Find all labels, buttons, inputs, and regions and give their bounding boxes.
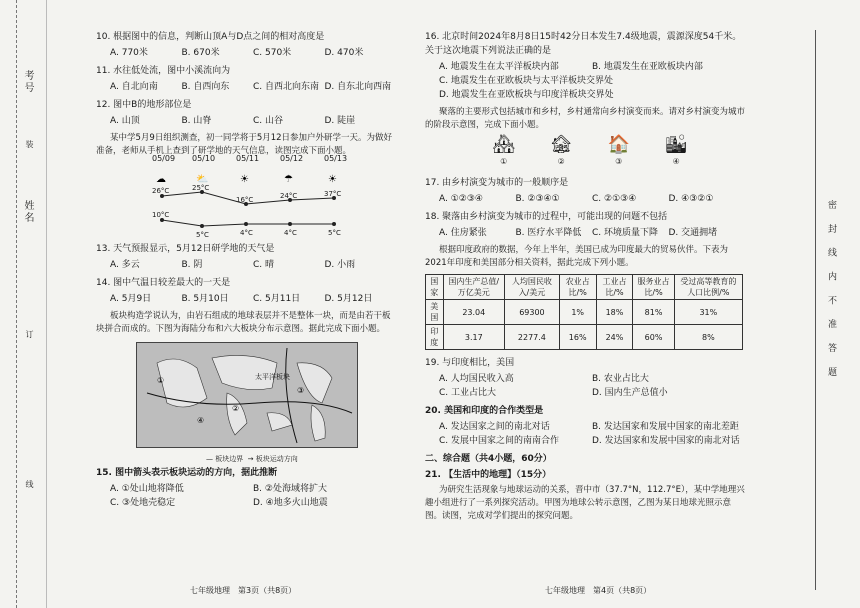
- marker: ①: [157, 376, 165, 385]
- high-temp: 26°C: [152, 187, 170, 195]
- page-4-column: [425, 30, 745, 527]
- intro-trade: 根据印度政府的数据，今年上半年，美国已成为印度最大的贸易伙伴。下表为2021年印度和美国部分相关资料，据此完成下列小题。: [425, 245, 729, 268]
- option: B. 医疗水平降低: [515, 228, 582, 238]
- option: D. 地震发生在亚欧板块与印度洋板块交界处: [439, 90, 614, 100]
- option: A. 5月9日: [110, 294, 152, 304]
- intro-plates: 板块构造学说认为，由岩石组成的地球表层并不是整体一块，而是由若干板块拼合而成的。下图为海陆分布和六大板块分布示意图。据此完成下面小题。: [96, 311, 391, 334]
- cloud-icon: ☁: [156, 174, 166, 185]
- village-icon: 🏚: [549, 134, 573, 155]
- sun-icon: ☀: [328, 174, 337, 185]
- date-label: 05/13: [324, 154, 348, 163]
- option: B. ②③④①: [515, 194, 560, 204]
- marker: ④: [197, 416, 205, 425]
- right-binding-margin: [798, 0, 860, 608]
- table-cell: 2277.4: [505, 325, 560, 350]
- page-3-footer: 七年级地理 第3页（共8页）: [190, 586, 297, 595]
- table-cell: 8%: [674, 325, 742, 350]
- question-19: 19. 与印度相比，美国: [425, 358, 515, 368]
- table-cell: 18%: [596, 300, 633, 325]
- option: B. 发达国家和发展中国家的南北差距: [592, 422, 739, 432]
- seal-mark-2: 订: [25, 330, 34, 340]
- option: C. 晴: [253, 260, 275, 270]
- stage-1: 🏘 ①: [492, 134, 516, 166]
- question-15: 15. 图中箭头表示板块运动的方向，据此推断: [96, 468, 278, 478]
- table-cell: 31%: [674, 300, 742, 325]
- seal-mark-3: 线: [25, 480, 34, 490]
- table-cell: 美国: [426, 300, 444, 325]
- option: A. 住房紧张: [439, 228, 487, 238]
- option: B. 阴: [181, 260, 203, 270]
- high-temp: 16°C: [236, 196, 254, 204]
- table-cell: 24%: [596, 325, 633, 350]
- table-header: 农业占比/%: [559, 275, 596, 300]
- stage-2: 🏚 ②: [549, 134, 573, 166]
- plate-map: [137, 343, 357, 447]
- question-13-options: [110, 258, 396, 272]
- sun-icon: ☀: [240, 174, 249, 185]
- option: B. 农业占比大: [592, 374, 649, 384]
- option: D. 交通拥堵: [668, 228, 718, 238]
- option: C. 环境质量下降: [592, 228, 659, 238]
- option: A. ①②③④: [439, 194, 483, 204]
- option: B. 5月10日: [181, 294, 229, 304]
- option: B. 地震发生在亚欧板块内部: [592, 62, 703, 72]
- option: B. 自西向东: [181, 82, 230, 92]
- option: C. 地震发生在亚欧板块与太平洋板块交界处: [439, 76, 614, 86]
- rain-icon: ☂: [284, 174, 293, 185]
- table-cell: 81%: [633, 300, 674, 325]
- option: C. ③处地壳稳定: [110, 498, 176, 508]
- high-temp: 37°C: [324, 190, 342, 198]
- option: A. 770米: [110, 48, 148, 58]
- exam-number-label: 考号: [22, 70, 33, 94]
- question-20-options: [439, 420, 745, 448]
- question-12-options: [110, 114, 396, 128]
- table-header: 服务业占比/%: [633, 275, 674, 300]
- option: A. 山顶: [110, 116, 140, 126]
- question-13: 13. 天气预报显示，5月12日研学地的天气是: [96, 244, 275, 254]
- option: C. 自西北向东南: [253, 82, 320, 92]
- option: A. 人均国民收入高: [439, 374, 514, 384]
- city-icon: 🏙: [664, 134, 688, 155]
- date-label: 05/10: [192, 154, 216, 163]
- option: A. 发达国家之间的南北对话: [439, 422, 550, 432]
- seal-mark-1: 装: [25, 140, 34, 150]
- stage-4: 🏙 ④: [664, 134, 688, 166]
- option: B. 山脊: [181, 116, 212, 126]
- option: A. 多云: [110, 260, 140, 270]
- option: C. 5月11日: [253, 294, 301, 304]
- table-header-row: [426, 275, 743, 300]
- date-label: 05/09: [152, 154, 176, 163]
- stage-3: 🏠 ③: [607, 134, 630, 166]
- low-temp: 10°C: [152, 211, 170, 219]
- table-header: 国家: [426, 275, 444, 300]
- table-cell: 69300: [505, 300, 560, 325]
- option: D. ④③②①: [668, 194, 714, 204]
- option: A. 地震发生在太平洋板块内部: [439, 62, 559, 72]
- question-12: 12. 图中B的地形部位是: [96, 100, 192, 110]
- table-cell: 印度: [426, 325, 444, 350]
- question-16: 16. 北京时间2024年8月8日15时42分日本发生7.4级地震，震源深度54千米。关于这次地震下列说法正确的是: [425, 32, 742, 56]
- seal-warning-text: 密 封 线 内 不 准 答 题: [826, 200, 836, 383]
- low-temp: 4°C: [284, 229, 297, 237]
- country-data-table: [425, 274, 743, 350]
- question-21: 21. 【生活中的地理】（15分）: [425, 470, 552, 480]
- table-row: [426, 325, 743, 350]
- legend-item: 板块边界: [215, 455, 244, 463]
- intro-earth-motion: 为研究生活现象与地球运动的关系，晋中市（37.7°N，112.7°E），某中学地理兴趣小组进行了一系列探究活动。甲图为地球公转示意图，乙图为某日地球光照示意图。读图，完成对学们提出的探究问题。: [425, 485, 745, 521]
- intro-weather: 某中学5月9日组织测查，初一同学将于5月12日参加户外研学一天。为做好准备，老师从手机上查到了研学地的天气信息，读图完成下面小题。: [96, 133, 393, 156]
- question-17-options: [439, 192, 745, 206]
- marker: ②: [232, 404, 240, 413]
- question-16-options: [439, 60, 745, 102]
- partly-cloudy-icon: ⛅: [196, 174, 209, 185]
- option: C. 工业占比大: [439, 388, 497, 398]
- question-10-options: [110, 46, 396, 60]
- name-label: 姓名: [22, 200, 33, 224]
- question-14-options: [110, 292, 396, 306]
- seal-line-left: [16, 0, 17, 608]
- option: D. 陡崖: [324, 116, 356, 126]
- option: A. ①处山地将降低: [110, 484, 184, 494]
- house-icon: 🏠: [607, 134, 630, 155]
- question-20: 20. 美国和印度的合作类型是: [425, 406, 544, 416]
- town-icon: 🏘: [492, 134, 516, 155]
- option: B. 670米: [181, 48, 220, 58]
- table-header: 工业占比/%: [596, 275, 633, 300]
- option: C. 山谷: [253, 116, 284, 126]
- table-cell: 3.17: [443, 325, 505, 350]
- option: C. 570米: [253, 48, 292, 58]
- option: D. ④地多火山地震: [253, 498, 328, 508]
- low-temp: 5°C: [328, 229, 341, 237]
- question-14: 14. 图中气温日较差最大的一天是: [96, 278, 231, 288]
- option: A. 自北向南: [110, 82, 158, 92]
- option: C. ②①③④: [592, 194, 637, 204]
- map-legend: — 板块边界 → 板块运动方向: [206, 455, 298, 463]
- plate-label: 太平洋板块: [255, 373, 290, 381]
- table-header: 受过高等教育的人口比例/%: [674, 275, 742, 300]
- weather-forecast-figure: [152, 154, 348, 239]
- question-17: 17. 由乡村演变为城市的一般顺序是: [425, 178, 569, 188]
- option: D. 5月12日: [324, 294, 373, 304]
- option: B. ②处海域将扩大: [253, 484, 327, 494]
- question-18-options: [439, 226, 745, 240]
- option: D. 470米: [324, 48, 364, 58]
- option: D. 自东北向西南: [324, 82, 392, 92]
- seal-line-right: [815, 30, 816, 590]
- date-label: 05/11: [236, 154, 260, 163]
- date-label: 05/12: [280, 154, 304, 163]
- table-cell: 60%: [633, 325, 674, 350]
- question-18: 18. 聚落由乡村演变为城市的过程中，可能出现的问题不包括: [425, 212, 668, 222]
- section-heading: 二、综合题（共4小题，60分）: [425, 454, 552, 464]
- intro-settlement: 聚落的主要形式包括城市和乡村，乡村通常向乡村演变而来。请对乡村演变为城市的阶段示意图，完成下面小题。: [425, 107, 746, 130]
- table-row: [426, 300, 743, 325]
- page-3-column: [96, 30, 396, 514]
- settlement-stages-figure: [475, 134, 705, 174]
- high-temp: 24°C: [280, 192, 298, 200]
- question-19-options: [439, 372, 745, 400]
- legend-item: 板块运动方向: [255, 455, 298, 463]
- option: D. 国内生产总值小: [592, 388, 668, 398]
- high-temp: 25°C: [192, 184, 210, 192]
- question-15-options: [110, 482, 396, 510]
- page-4-footer: 七年级地理 第4页（共8页）: [545, 586, 652, 595]
- question-10: 10. 根据图中的信息，判断山顶A与D点之间的相对高度是: [96, 32, 325, 42]
- low-temp: 4°C: [240, 229, 253, 237]
- marker: ③: [297, 386, 305, 395]
- plate-map-figure: [136, 342, 358, 448]
- left-binding-margin: [0, 0, 47, 608]
- option: D. 小雨: [324, 260, 356, 270]
- question-11: 11. 水往低处流，图中小溪流向为: [96, 66, 231, 76]
- table-header: 国内生产总值/万亿美元: [443, 275, 505, 300]
- question-11-options: [110, 80, 396, 94]
- table-cell: 23.04: [443, 300, 505, 325]
- option: C. 发展中国家之间的南南合作: [439, 436, 560, 446]
- table-header: 人均国民收入/美元: [505, 275, 560, 300]
- low-temp: 5°C: [196, 231, 209, 239]
- table-cell: 16%: [559, 325, 596, 350]
- table-cell: 1%: [559, 300, 596, 325]
- option: D. 发达国家和发展中国家的南北对话: [592, 436, 740, 446]
